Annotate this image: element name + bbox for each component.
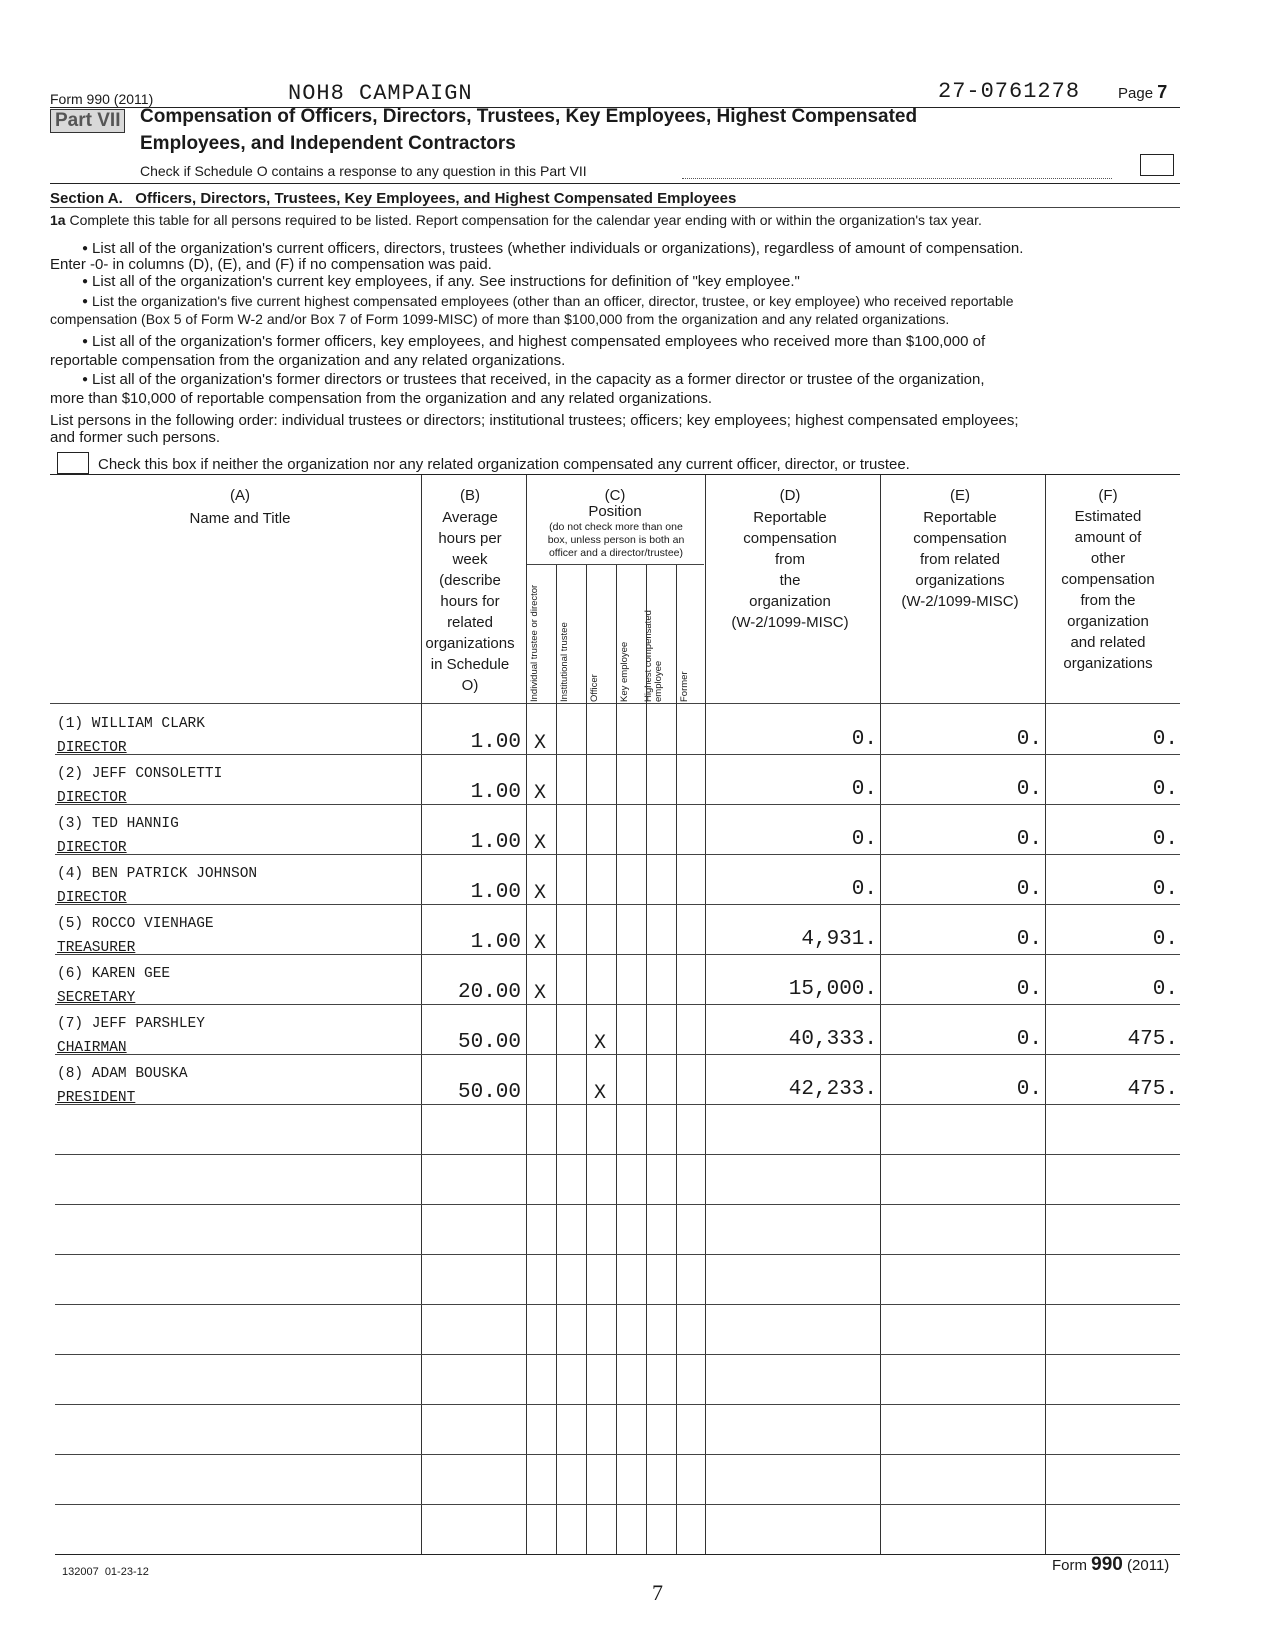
bullet-highest-compensated: ● List the organization's five current highest compensated employees (other than an officer, director, trustee, or key employee) who received reportable (82, 292, 1014, 313)
reportable-comp-related: 0. (1016, 978, 1042, 1001)
row-rule (55, 1154, 1180, 1155)
hours-value: 1.00 (470, 781, 521, 804)
col-d-line: (W-2/1099-MISC) (731, 614, 849, 631)
reportable-comp-related: 0. (1016, 928, 1042, 951)
person-name: (6) KAREN GEE (57, 966, 171, 982)
grid-col-b-left (421, 475, 422, 1555)
position-mark: X (594, 1082, 607, 1105)
col-c-sub-former: Former (679, 671, 690, 702)
col-b-line: organizations (425, 635, 515, 652)
row-rule (55, 1204, 1180, 1205)
form-label: Form 990 (2011) (50, 91, 154, 107)
col-c-letter: (C) (604, 487, 626, 504)
position-mark: X (534, 982, 547, 1005)
col-c-sub-officer: Officer (589, 674, 600, 702)
other-comp: 0. (1152, 878, 1178, 901)
person-name: (3) TED HANNIG (57, 816, 179, 832)
reportable-comp-related: 0. (1016, 728, 1042, 751)
person-name: (1) WILLIAM CLARK (57, 716, 205, 732)
person-title: CHAIRMAN (57, 1040, 127, 1056)
row-rule (55, 1354, 1180, 1355)
reportable-comp-org: 0. (851, 728, 877, 751)
bullet-key-employees: ● List all of the organization's current key employees, if any. See instructions for definition of "key employee." (82, 273, 800, 293)
hours-value: 20.00 (457, 981, 521, 1004)
col-a-title: Name and Title (189, 510, 291, 527)
col-d-line: compensation (743, 530, 837, 547)
page-label: Page (1118, 85, 1154, 102)
grid-col-c-sub2 (586, 565, 587, 1555)
reportable-comp-related: 0. (1016, 878, 1042, 901)
row-rule (55, 1004, 1180, 1005)
col-d-line: organization (749, 593, 831, 610)
hours-value: 1.00 (470, 731, 521, 754)
grid-col-c-sub1 (556, 565, 557, 1555)
position-mark: X (534, 782, 547, 805)
col-b-line: related (447, 614, 493, 631)
reportable-comp-org: 0. (851, 778, 877, 801)
row-rule (55, 754, 1180, 755)
col-f-line: Estimated (1074, 508, 1142, 525)
col-c-sub-highest-compensated-text: Highest compensated employee (643, 610, 664, 702)
reportable-comp-related: 0. (1016, 828, 1042, 851)
person-name: (2) JEFF CONSOLETTI (57, 766, 223, 782)
col-d-line: from (775, 551, 805, 568)
col-c-title: Position (588, 503, 642, 520)
position-mark: X (534, 732, 547, 755)
col-b-line: O) (461, 677, 479, 694)
col-e-text (885, 507, 1035, 612)
line-1a (50, 211, 982, 229)
person-title: DIRECTOR (57, 740, 127, 756)
hours-value: 1.00 (470, 831, 521, 854)
order-instruction-cont: and former such persons. (50, 429, 221, 446)
col-b-line: Average (442, 509, 498, 526)
neither-compensated-text: Check this box if neither the organization nor any related organization compensated any current officer, director, or trustee. (98, 456, 910, 473)
other-comp: 475. (1127, 1028, 1178, 1051)
row-rule (55, 1404, 1180, 1405)
col-f-line: and related (1070, 634, 1146, 651)
reportable-comp-org: 15,000. (788, 978, 877, 1001)
col-f-text (1038, 506, 1178, 674)
col-b-line: hours for (440, 593, 500, 610)
reportable-comp-org: 40,333. (788, 1028, 877, 1051)
person-title: DIRECTOR (57, 790, 127, 806)
part-tag: Part VII (50, 109, 125, 133)
line-1a-text: Complete this table for all persons required to be listed. Report compensation for the calendar year ending with or within the organization's tax year. (69, 212, 982, 228)
form-footer-year: (2011) (1127, 1557, 1170, 1574)
col-e-line: Reportable (923, 509, 997, 526)
bullet-former-officers-cont: reportable compensation from the organization and any related organizations. (50, 352, 566, 369)
other-comp: 0. (1152, 728, 1178, 751)
reportable-comp-org: 42,233. (788, 1078, 877, 1101)
header-bottom-rule (50, 703, 1180, 704)
grid-col-c-sub4 (646, 565, 647, 1555)
col-c-sub-individual-trustee: Individual trustee or director (529, 584, 540, 702)
grid-col-c-sub5 (676, 565, 677, 1555)
position-mark: X (534, 932, 547, 955)
col-c-sub-key-employee: Key employee (619, 641, 630, 702)
person-title: DIRECTOR (57, 890, 127, 906)
part-rule (50, 183, 1180, 184)
hours-value: 1.00 (470, 931, 521, 954)
grid-col-d-left (705, 475, 706, 1555)
bullet-enter-zero: Enter -0- in columns (D), (E), and (F) if no compensation was paid. (50, 256, 492, 273)
table-bottom-rule (55, 1554, 1180, 1555)
table-top-rule (50, 474, 1180, 475)
grid-col-f-left (1045, 475, 1046, 1555)
hours-value: 50.00 (457, 1031, 521, 1054)
line-1a-number: 1a (50, 212, 66, 228)
form-footer-word: Form (1052, 1557, 1087, 1574)
part-title-line1: Compensation of Officers, Directors, Trustees, Key Employees, Highest Compensated (140, 106, 918, 127)
col-c-note (526, 521, 706, 560)
schedule-o-checkbox[interactable] (1140, 154, 1174, 176)
form-footer (1052, 1554, 1169, 1576)
schedule-o-leader (682, 178, 1112, 179)
section-a-title: Section A. Officers, Directors, Trustees, Key Employees, and Highest Compensated Employees (50, 190, 737, 207)
col-d-text (715, 507, 865, 633)
grid-col-e-left (880, 475, 881, 1555)
reportable-comp-org: 4,931. (801, 928, 877, 951)
grid-col-c-sub3 (616, 565, 617, 1555)
section-a-rule (50, 207, 1180, 208)
row-rule (55, 1504, 1180, 1505)
other-comp: 475. (1127, 1078, 1178, 1101)
row-rule (55, 1054, 1180, 1055)
reportable-comp-org: 0. (851, 878, 877, 901)
person-title: TREASURER (57, 940, 136, 956)
position-mark: X (594, 1032, 607, 1055)
row-rule (55, 904, 1180, 905)
form-code: 132007 01-23-12 (62, 1566, 149, 1578)
col-a-letter: (A) (230, 487, 250, 504)
bullet-former-officers: ● List all of the organization's former officers, key employees, and highest compensated employees who received more than $100,000 of (82, 333, 985, 353)
col-f-line: from the (1080, 592, 1136, 609)
col-c-sub-institutional-trustee: Institutional trustee (559, 622, 570, 702)
col-e-letter: (E) (950, 487, 970, 504)
row-rule (55, 804, 1180, 805)
row-rule (55, 1104, 1180, 1105)
col-b-letter: (B) (460, 487, 480, 504)
col-d-letter: (D) (779, 487, 801, 504)
col-b-line: hours per (438, 530, 502, 547)
other-comp: 0. (1152, 778, 1178, 801)
col-f-letter: (F) (1098, 487, 1118, 504)
part-title-line2: Employees, and Independent Contractors (140, 133, 516, 154)
col-f-line: amount of (1074, 529, 1142, 546)
col-b-line: in Schedule (430, 656, 510, 673)
bullet-highest-compensated-cont: compensation (Box 5 of Form W-2 and/or Box 7 of Form 1099-MISC) of more than $100,000 from the organization and any related organizations. (50, 311, 950, 327)
position-mark: X (534, 882, 547, 905)
grid-col-c-left (526, 475, 527, 1555)
row-rule (55, 1254, 1180, 1255)
person-name: (5) ROCCO VIENHAGE (57, 916, 214, 932)
row-rule (55, 854, 1180, 855)
page-number-header: 7 (1157, 82, 1168, 102)
page-number-footer: 7 (652, 1580, 663, 1605)
col-c-note-line: box, unless person is both an (547, 534, 685, 546)
other-comp: 0. (1152, 928, 1178, 951)
col-c-sub-highest-compensated (644, 606, 664, 702)
col-e-line: compensation (913, 530, 1007, 547)
reportable-comp-related: 0. (1016, 1028, 1042, 1051)
ein: 27-0761278 (938, 79, 1081, 104)
col-c-note-line: (do not check more than one (549, 521, 683, 533)
col-b-line: (describe (439, 572, 501, 589)
row-rule (55, 1454, 1180, 1455)
other-comp: 0. (1152, 828, 1178, 851)
reportable-comp-org: 0. (851, 828, 877, 851)
col-c-subheader-rule (526, 564, 704, 565)
bullet-current-officers: ● List all of the organization's current officers, directors, trustees (whether individuals or organizations), regardless of amount of compensation. (82, 240, 1023, 260)
form-footer-number: 990 (1091, 1554, 1123, 1575)
col-f-line: compensation (1061, 571, 1155, 588)
person-name: (7) JEFF PARSHLEY (57, 1016, 205, 1032)
organization-name: NOH8 CAMPAIGN (288, 81, 473, 106)
row-rule (55, 954, 1180, 955)
person-title: PRESIDENT (57, 1090, 136, 1106)
other-comp: 0. (1152, 978, 1178, 1001)
page-indicator (1118, 82, 1167, 103)
neither-compensated-checkbox[interactable] (57, 452, 89, 474)
bullet-former-directors-cont: more than $10,000 of reportable compensation from the organization and any related organizations. (50, 390, 713, 407)
row-rule (55, 1304, 1180, 1305)
person-name: (4) BEN PATRICK JOHNSON (57, 866, 258, 882)
col-d-line: Reportable (753, 509, 827, 526)
col-b-line: week (452, 551, 488, 568)
position-mark: X (534, 832, 547, 855)
col-f-line: organizations (1063, 655, 1153, 672)
order-instruction: List persons in the following order: individual trustees or directors; institutional trustees; officers; key employees; highest compensated employees; (50, 412, 1019, 429)
col-b-text (420, 507, 520, 696)
col-f-line: organization (1067, 613, 1149, 630)
col-f-line: other (1090, 550, 1126, 567)
schedule-o-check-text: Check if Schedule O contains a response to any question in this Part VII (140, 163, 587, 179)
reportable-comp-related: 0. (1016, 1078, 1042, 1101)
person-name: (8) ADAM BOUSKA (57, 1066, 188, 1082)
col-c-note-line: officer and a director/trustee) (548, 547, 684, 559)
col-e-line: from related (919, 551, 1001, 568)
person-title: SECRETARY (57, 990, 136, 1006)
hours-value: 50.00 (457, 1081, 521, 1104)
person-title: DIRECTOR (57, 840, 127, 856)
hours-value: 1.00 (470, 881, 521, 904)
bullet-former-directors: ● List all of the organization's former directors or trustees that received, in the capacity as a former director or trustee of the organization, (82, 371, 985, 391)
col-d-line: the (779, 572, 801, 589)
col-e-line: (W-2/1099-MISC) (901, 593, 1019, 610)
reportable-comp-related: 0. (1016, 778, 1042, 801)
col-e-line: organizations (915, 572, 1005, 589)
